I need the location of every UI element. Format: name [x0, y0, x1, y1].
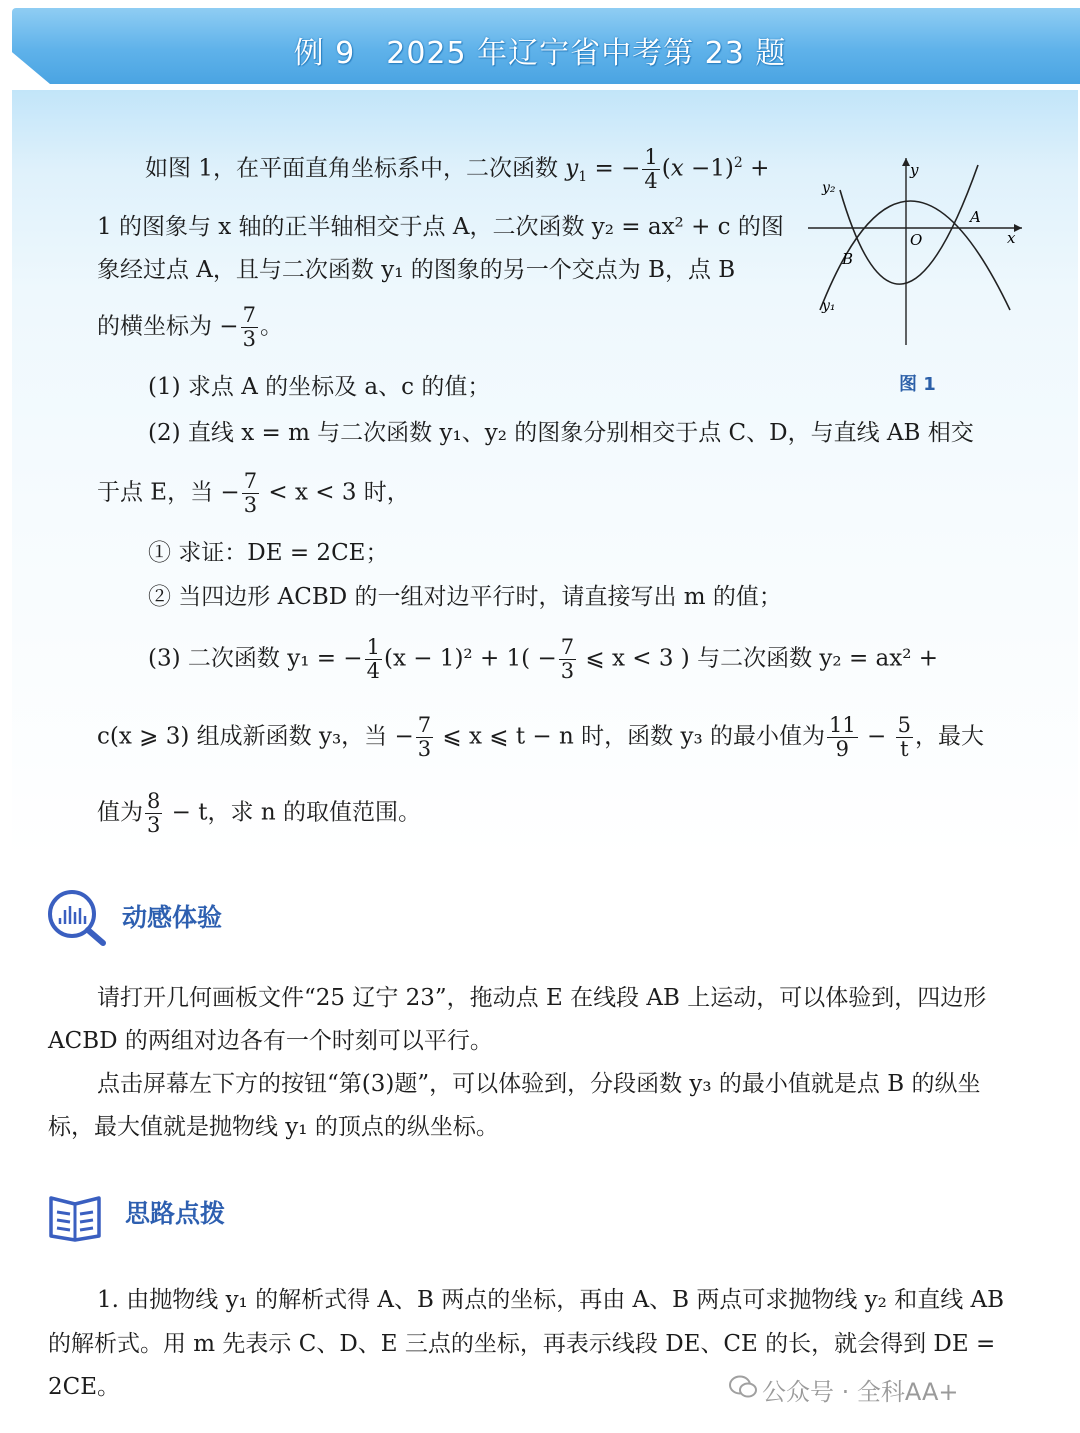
- fraction: $\frac{5}{t}$: [897, 713, 911, 761]
- fraction: $\frac{8}{3}$: [147, 789, 161, 837]
- y-axis-label: y: [910, 161, 919, 179]
- text-run: 如图 1，在平面直角坐标系中，二次函数: [145, 155, 566, 182]
- hint-paragraph-1c: 2CE。: [48, 1374, 121, 1400]
- section-heading-hints: 思路点拨: [125, 1199, 226, 1228]
- x-axis-label: x: [1007, 229, 1016, 247]
- experience-paragraph-1b: ACBD 的两组对边各有一个时刻可以平行。: [48, 1028, 493, 1054]
- subscript: 1: [578, 169, 588, 186]
- section-heading-experience: 动感体验: [122, 903, 223, 932]
- point-b-label: B: [842, 250, 854, 268]
- figure-1-graph: [800, 150, 1030, 355]
- question-1: (1) 求点 A 的坐标及 a、c 的值；: [148, 374, 491, 400]
- banner-title: 例 9 2025 年辽宁省中考第 23 题: [293, 36, 787, 71]
- curve-y2-label: y₂: [822, 180, 836, 196]
- point-a-label: A: [970, 208, 981, 226]
- experience-paragraph-1a: 请打开几何画板文件“25 辽宁 23”，拖动点 E 在线段 AB 上运动，可以体验到，四边形: [97, 985, 987, 1011]
- math-var: y: [565, 155, 579, 182]
- question-2-part-2: ② 当四边形 ACBD 的一组对边平行时，请直接写出 m 的值；: [148, 584, 782, 610]
- question-3-end: 值为 $\frac{8}{3}$ − t，求 n 的取值范围。: [97, 789, 421, 837]
- question-2: (2) 直线 x = m 与二次函数 y₁、y₂ 的图象分别相交于点 C、D，与直线 AB 相交: [148, 420, 974, 446]
- fraction: $\frac{7}{3}$: [560, 635, 575, 683]
- problem-line-3: 象经过点 A，且与二次函数 y₁ 的图象的另一个交点为 B，点 B: [97, 257, 736, 283]
- experience-paragraph-2a: 点击屏幕左下方的按钮“第(3)题”，可以体验到，分段函数 y₃ 的最小值就是点 B 的纵坐: [97, 1071, 981, 1097]
- experience-paragraph-2b: 标，最大值就是抛物线 y₁ 的顶点的纵坐标。: [48, 1114, 499, 1140]
- curve-y1-label: y₁: [822, 298, 836, 314]
- origin-label: O: [910, 231, 923, 249]
- parabola-y2: [840, 165, 978, 284]
- fraction: $\frac{7}{3}$: [243, 469, 258, 517]
- question-2-part-1: ① 求证：DE = 2CE；: [148, 540, 389, 566]
- hint-paragraph-1b: 的解析式。用 m 先表示 C、D、E 三点的坐标，再表示线段 DE、CE 的长，就会得到 DE =: [48, 1331, 996, 1357]
- problem-line-1: 如图 1，在平面直角坐标系中，二次函数 $y_1$ = − $\frac{1}{4}$ $(x -1)^2$ +: [145, 145, 770, 193]
- chart-magnifier-icon: [46, 888, 108, 946]
- problem-line-2: 1 的图象与 x 轴的正半轴相交于点 A，二次函数 y₂ = ax² + c 的图: [97, 214, 784, 240]
- text-run: = −: [587, 155, 641, 182]
- question-3-cont: c(x ⩾ 3) 组成新函数 y₃，当 − $\frac{7}{3}$ ⩽ x ⩽ t − n 时，函数 y₃ 的最小值为 $\frac{11}{9}$ − $\frac{5}{t}$ ，最大: [97, 713, 984, 761]
- figure-caption: 图 1: [899, 374, 936, 395]
- wechat-icon: [728, 1374, 758, 1400]
- fraction: $\frac{11}{9}$: [828, 713, 856, 761]
- open-book-icon: [48, 1192, 102, 1242]
- problem-line-4: 的横坐标为 − $\frac{7}{3}$ 。: [97, 303, 283, 351]
- fraction: $\frac{7}{3}$: [417, 713, 432, 761]
- watermark-text: 公众号 · 全科AA+: [762, 1378, 959, 1406]
- fraction: $\frac{7}{3}$: [242, 303, 256, 351]
- fraction: $\frac{1}{4}$: [366, 635, 380, 683]
- fraction: $\frac{1}{4}$: [644, 145, 658, 193]
- question-2-cont: 于点 E，当 − $\frac{7}{3}$ < x < 3 时，: [97, 469, 410, 517]
- y-axis-arrow-icon: [902, 158, 910, 166]
- hint-paragraph-1a: 1. 由抛物线 y₁ 的解析式得 A、B 两点的坐标，再由 A、B 两点可求抛物线 y₂ 和直线 AB: [97, 1287, 1005, 1313]
- question-3: (3) 二次函数 y₁ = − $\frac{1}{4}$ (x − 1)² + 1( − $\frac{7}{3}$ ⩽ x < 3 ) 与二次函数 y₂ = ax² +: [148, 635, 939, 683]
